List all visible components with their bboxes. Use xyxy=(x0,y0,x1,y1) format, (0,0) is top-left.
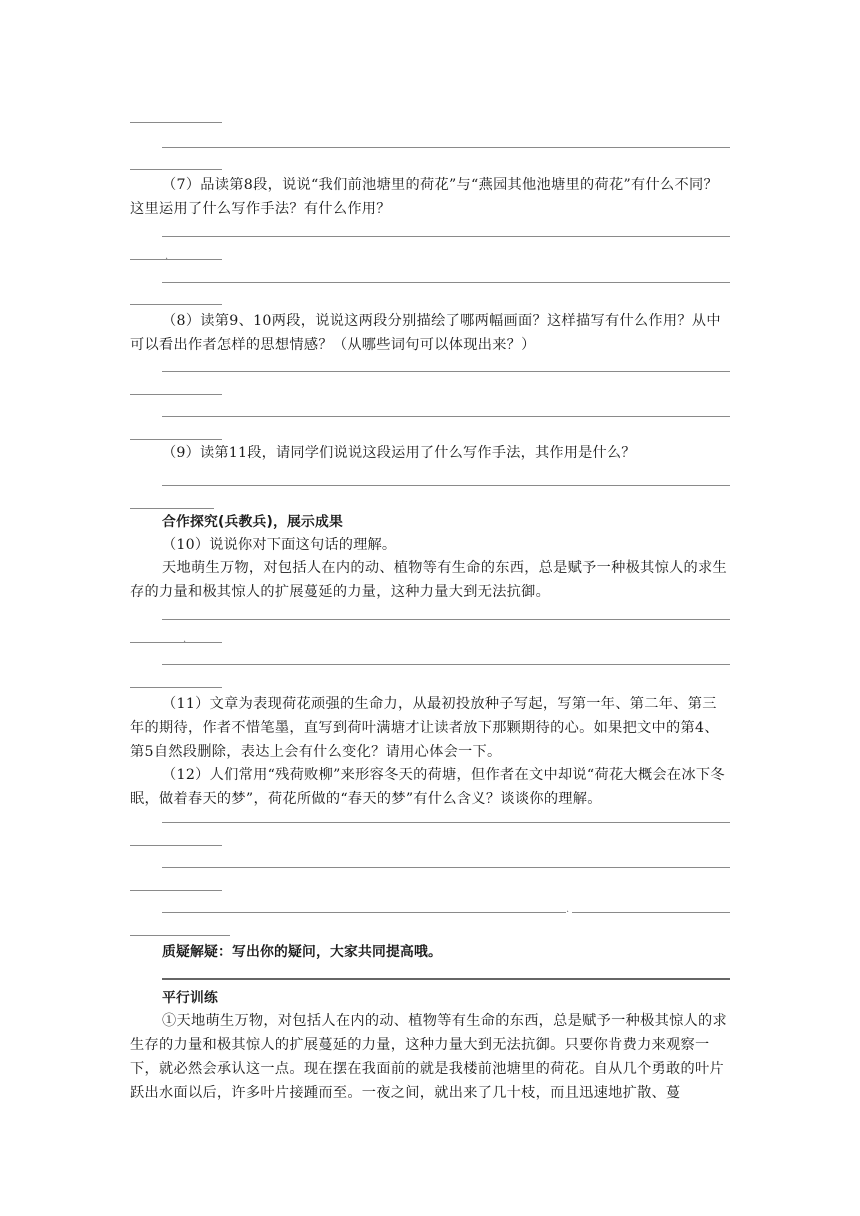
section-heading-practice: 平行训练 xyxy=(162,990,218,1006)
question-12: （12）人们常用“残荷败柳”来形容冬天的荷塘，但作者在文中却说“荷花大概会在冰下冬眠，做着春天的梦”，荷花所做的“春天的梦”有什么含义？谈谈你的理解。 xyxy=(130,767,725,807)
answer-line xyxy=(130,259,222,260)
answer-line xyxy=(162,867,730,868)
answer-line xyxy=(162,912,566,913)
answer-line xyxy=(130,845,222,846)
question-8: （8）读第9、10两段，说说这两段分别描绘了哪两幅画面？这样描写有什么作用？从中可以看出作者怎样的思想情感？（从哪些词句可以体现出来？） xyxy=(130,313,721,353)
answer-line xyxy=(162,147,730,148)
answer-line xyxy=(162,664,730,665)
answer-line xyxy=(162,978,730,980)
answer-line xyxy=(130,439,222,440)
answer-line xyxy=(130,304,222,305)
answer-line xyxy=(130,122,222,123)
answer-line xyxy=(130,508,214,509)
answer-line xyxy=(130,935,230,936)
answer-line xyxy=(162,282,730,283)
stray-mark: . xyxy=(165,251,169,262)
answer-line xyxy=(130,169,222,170)
answer-line xyxy=(162,416,730,417)
answer-line xyxy=(162,822,730,823)
question-10: （10）说说你对下面这句话的理解。 xyxy=(162,537,397,553)
answer-line xyxy=(130,642,222,643)
answer-line xyxy=(162,485,730,486)
question-11: （11）文章为表现荷花顽强的生命力，从最初投放种子写起，写第一年、第二年、第三年的期待，作者不惜笔墨，直写到荷叶满塘才让读者放下那颗期待的心。如果把文中的第4、第5自然段删除，表达上会有什么变化？请用心体会一下。 xyxy=(130,696,719,760)
answer-line xyxy=(162,236,730,237)
answer-line xyxy=(130,890,222,891)
quote-passage: 天地萌生万物，对包括人在内的动、植物等有生命的东西，总是赋予一种极其惊人的求生存的力量和极其惊人的扩展蔓延的力量，这种力量大到无法抗御。 xyxy=(130,560,728,600)
question-7: （7）品读第8段，说说“我们前池塘里的荷花”与“燕园其他池塘里的荷花”有什么不同？这里运用了什么写作手法？有什么作用？ xyxy=(130,177,718,217)
section-heading-cooperative: 合作探究(兵教兵)，展示成果 xyxy=(162,514,343,530)
answer-line xyxy=(162,619,730,620)
answer-line xyxy=(162,371,730,372)
answer-line xyxy=(130,687,222,688)
stray-mark: . xyxy=(566,904,570,915)
section-heading-doubt: 质疑解疑：写出你的疑问，大家共同提高哦。 xyxy=(162,944,442,960)
practice-passage: ①天地萌生万物，对包括人在内的动、植物等有生命的东西，总是赋予一种极其惊人的求生存的力量和极其惊人的扩展蔓延的力量，这种力量大到无法抗御。只要你肯费力来观察一下，就必然会承认这一点。现在摆在我面前的就是我楼前池塘里的荷花。自从几个勇敢的叶片跃出水面以后，许多叶片接踵而至。一夜之间，就出来了几十枝，而且迅速地扩散、蔓 xyxy=(130,1013,728,1101)
answer-line xyxy=(130,394,222,395)
answer-line xyxy=(572,912,730,913)
stray-mark: . xyxy=(183,634,187,645)
question-9: （9）读第11段，请同学们说说这段运用了什么写作手法，其作用是什么？ xyxy=(162,445,636,461)
